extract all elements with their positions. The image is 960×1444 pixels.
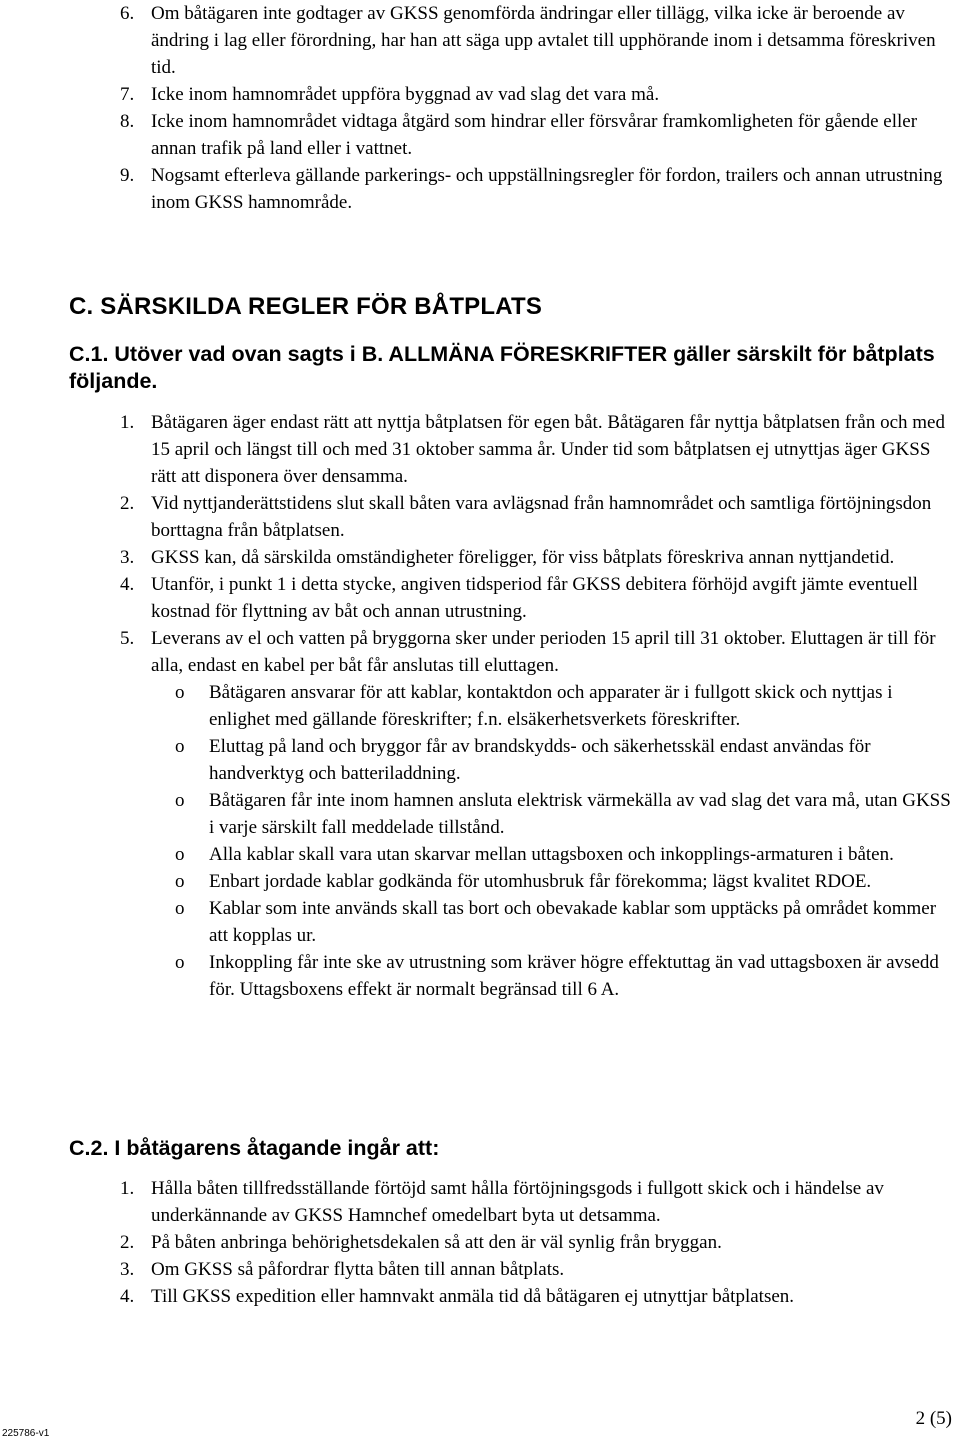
bullet-item [175,868,951,895]
item-number: 4. [120,1286,135,1307]
list-item [120,1283,951,1310]
list-item [120,1229,951,1256]
list-item [120,81,951,108]
c2-heading: C.2. I båtägarens åtagande ingår att: [69,1136,440,1160]
item-number: 6. [120,3,135,24]
item-number: 7. [120,84,135,105]
bullet-marker: o [175,952,185,973]
bullet-marker: o [175,790,185,811]
item-number: 2. [120,493,135,514]
document-code: 225786-v1 [2,1428,50,1439]
list-item [120,625,951,679]
c2-rules-list [120,1175,951,1310]
bullet-item [175,679,951,733]
item-number: 5. [120,628,135,649]
c1-heading: C.1. Utöver vad ovan sagts i B. ALLMÄNA FÖRESKRIFTER gäller särskilt för båtplats följande. [69,342,935,393]
c1-rules-list [120,409,951,1003]
item-text: Om båtägaren inte godtager av GKSS genomförda ändringar eller tillägg, vilka icke är beroende av ändring i lag eller förordning, har han att säga upp avtalet till upphörande inom i detsamma föreskriven tid. [151,3,936,78]
bullet-marker: o [175,844,185,865]
item-text: Om GKSS så påfordrar flytta båten till annan båtplats. [151,1259,565,1280]
item-text: Vid nyttjanderättstidens slut skall båten vara avlägsnad från hamnområdet och samtliga förtöjningsdon borttagna från båtplatsen. [151,493,932,541]
bullet-text: Båtägaren får inte inom hamnen ansluta elektrisk värmekälla av vad slag det vara må, utan GKSS i varje särskilt fall meddelade tillstånd. [209,790,951,838]
item-number: 9. [120,165,135,186]
bullet-item [175,895,951,949]
item-number: 1. [120,412,135,433]
item-text: Båtägaren äger endast rätt att nyttja båtplatsen för egen båt. Båtägaren får nyttja båtplatsen från och med 15 april och längst till och med 31 oktober samma år. Under tid som båtplatsen ej utnyttjas äger GKSS rätt att disponera över densamma. [151,412,945,487]
bullet-item [175,841,951,868]
bullet-item [175,949,951,1003]
list-item [120,409,951,490]
item-text: Leverans av el och vatten på bryggorna sker under perioden 15 april till 31 oktober. Eluttagen är till för alla, endast en kabel per båt får anslutas till eluttagen. [151,628,936,676]
item-text: Till GKSS expedition eller hamnvakt anmäla tid då båtägaren ej utnyttjar båtplatsen. [151,1286,795,1307]
bullet-text: Alla kablar skall vara utan skarvar mellan uttagsboxen och inkopplings-armaturen i båten. [209,844,894,865]
list-item [120,0,951,81]
bullet-text: Inkoppling får inte ske av utrustning som kräver högre effektuttag än vad uttagsboxen är avsedd för. Uttagsboxens effekt är normalt begränsad till 6 A. [209,952,939,1000]
item-number: 3. [120,547,135,568]
list-item [120,571,951,625]
bullet-marker: o [175,736,185,757]
list-item [120,544,951,571]
item-number: 3. [120,1259,135,1280]
item-number: 2. [120,1232,135,1253]
bullet-item [175,787,951,841]
section-c-title: C. SÄRSKILDA REGLER FÖR BÅTPLATS [69,293,543,320]
bullet-marker: o [175,898,185,919]
item-text: På båten anbringa behörighetsdekalen så att den är väl synlig från bryggan. [151,1232,722,1253]
bullet-item [175,733,951,787]
bullet-text: Kablar som inte används skall tas bort och obevakade kablar som upptäcks på området kommer att kopplas ur. [209,898,937,946]
bullet-marker: o [175,871,185,892]
list-item [120,490,951,544]
page-number: 2 (5) [915,1408,952,1429]
item-text: Icke inom hamnområdet vidtaga åtgärd som hindrar eller försvårar framkomligheten för gående eller annan trafik på land eller i vattnet. [151,111,918,159]
item-text: GKSS kan, då särskilda omständigheter föreligger, för viss båtplats föreskriva annan nyttjandetid. [151,547,895,568]
electricity-bullet-list [175,679,951,1003]
list-item [120,108,951,162]
item-text: Nogsamt efterleva gällande parkerings- och uppställningsregler för fordon, trailers och annan utrustning inom GKSS hamnområde. [151,165,943,213]
item-number: 1. [120,1178,135,1199]
item-number: 8. [120,111,135,132]
list-item [120,162,951,216]
list-item [120,1175,951,1229]
item-text: Hålla båten tillfredsställande förtöjd samt hålla förtöjningsgods i fullgott skick och i händelse av underkännande av GKSS Hamnchef omedelbart byta ut detsamma. [151,1178,884,1226]
item-number: 4. [120,574,135,595]
bullet-text: Båtägaren ansvarar för att kablar, kontaktdon och apparater är i fullgott skick och nyttjas i enlighet med gällande föreskrifter; f.n. elsäkerhetsverkets föreskrifter. [209,682,893,730]
bullet-marker: o [175,682,185,703]
bullet-text: Enbart jordade kablar godkända för utomhusbruk får förekomma; lägst kvalitet RDOE. [209,871,872,892]
list-item [120,1256,951,1283]
item-text: Utanför, i punkt 1 i detta stycke, angiven tidsperiod får GKSS debitera förhöjd avgift jämte eventuell kostnad för flyttning av båt och annan utrustning. [151,574,918,622]
bullet-text: Eluttag på land och bryggor får av brandskydds- och säkerhetsskäl endast användas för handverktyg och batteriladdning. [209,736,871,784]
top-rules-list [120,0,951,216]
item-text: Icke inom hamnområdet uppföra byggnad av vad slag det vara må. [151,84,660,105]
